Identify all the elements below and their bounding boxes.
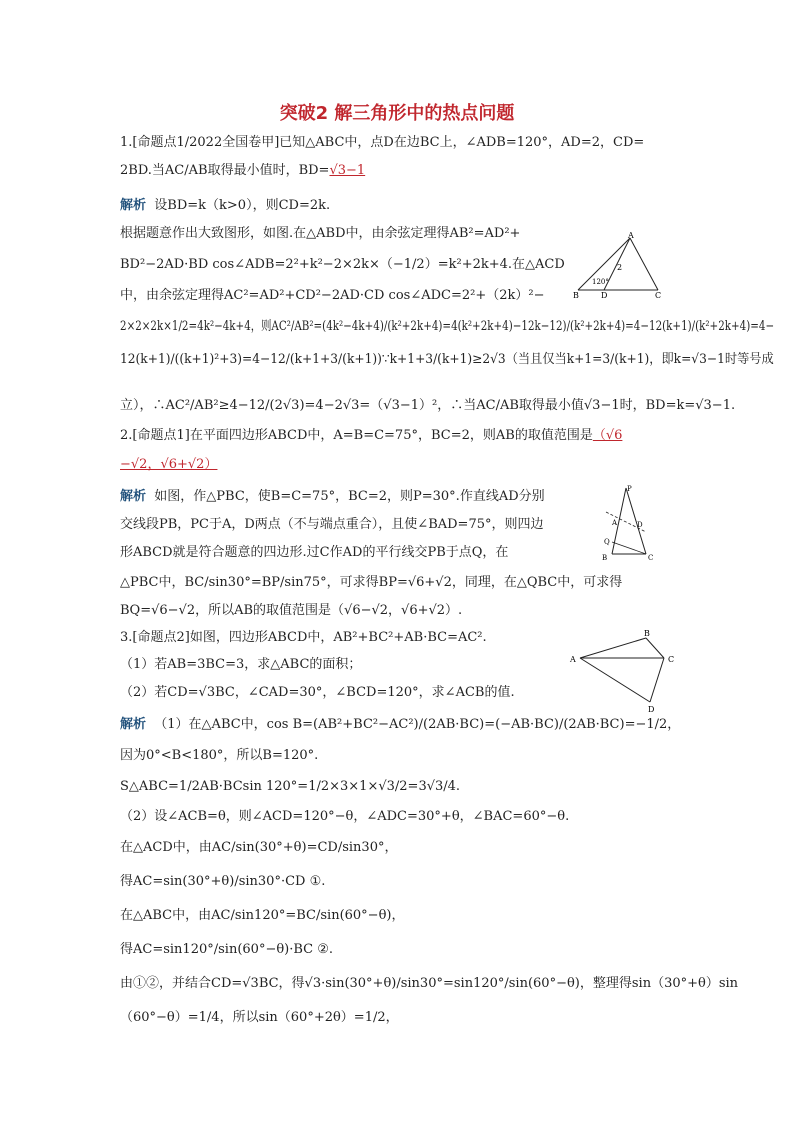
text-line xyxy=(120,808,569,825)
text-line xyxy=(120,975,738,992)
line-text: 2.[命题点1]在平面四边形ABCD中，A=B=C=75°，BC=2，则AB的取值范围是 xyxy=(120,428,593,443)
text-line xyxy=(120,907,404,924)
text-line xyxy=(120,397,735,414)
text-line xyxy=(120,287,545,304)
text-line xyxy=(120,629,487,646)
answer-blank: −√2，√6+√2） xyxy=(120,457,218,472)
text-line xyxy=(120,602,462,619)
figure-triangle-abd xyxy=(570,232,680,302)
line-text: S△ABC=1/2AB·BCsin 120°=1/2×3×1×√3/2=3√3/4. xyxy=(120,779,461,794)
fig2-label-b: B xyxy=(602,554,608,562)
text-line xyxy=(120,656,361,673)
line-text: 12(k+1)/((k+1)²+3)=4−12/(k+1+3/(k+1))∵k+1+3/(k+1)≥2√3（当且仅当k+1=3/(k+1)，即k=√3−1时等号成 xyxy=(120,352,774,367)
fig1-label-b: B xyxy=(573,291,579,300)
text-line xyxy=(120,574,622,591)
line-text: 中，由余弦定理得AC²=AD²+CD²−2AD·CD cos∠ADC=2²+（2k）²− xyxy=(120,288,545,303)
fig2-label-c: C xyxy=(648,554,654,562)
text-line xyxy=(120,544,508,561)
text-line xyxy=(120,318,774,335)
line-text: （2）若CD=√3BC，∠CAD=30°，∠BCD=120°，求∠ACB的值. xyxy=(120,685,515,700)
line-text: 如图，作△PBC，使B=C=75°，BC=2，则P=30°.作直线AD分别 xyxy=(154,489,545,504)
text-line xyxy=(120,941,333,958)
line-text: 设BD=k（k>0），则CD=2k. xyxy=(154,198,331,213)
solution-label: 解析 xyxy=(120,717,147,732)
answer-blank: √3−1 xyxy=(329,163,366,178)
line-text: 形ABCD就是符合题意的四边形.过C作AD的平行线交PB于点Q，在 xyxy=(120,545,509,560)
fig1-label-a: A xyxy=(628,232,634,240)
figure-quadrilateral-abcd-2 xyxy=(568,628,686,714)
fig3-label-d: D xyxy=(648,705,655,714)
line-text: △PBC中，BC/sin30°=BP/sin75°，可求得BP=√6+√2，同理，在△QBC中，可求得 xyxy=(120,575,623,590)
fig1-label-side: 2 xyxy=(617,263,623,272)
text-line xyxy=(120,778,460,795)
line-text: 2×2×2k×1/2=4k²−4k+4，则AC²/AB²=(4k²−4k+4)/(k²+2k+4)=4(k²+2k+4)−12k−12)/(k²+2k+4)=4−12(k+1)/(k²+2k+4)=4− xyxy=(120,319,775,334)
text-line xyxy=(120,716,680,733)
fig1-label-d: D xyxy=(601,291,608,300)
text-line xyxy=(120,873,325,890)
line-text: （60°−θ）=1/4，所以sin（60°+2θ）=1/2， xyxy=(120,1010,399,1025)
line-text: 在△ABC中，由AC/sin120°=BC/sin(60°−θ)， xyxy=(120,908,405,923)
text-line xyxy=(120,134,644,151)
text-line xyxy=(120,516,544,533)
text-line xyxy=(120,197,330,214)
page-title: 突破2 解三角形中的热点问题 xyxy=(279,103,515,124)
text-line xyxy=(120,225,520,242)
text-line xyxy=(120,1009,399,1026)
fig1-label-angle: 120° xyxy=(592,278,609,286)
line-text: 立），∴AC²/AB²≥4−12/(2√3)=4−2√3=（√3−1）²，∴当AC/AB取得最小值√3−1时，BD=k=√3−1. xyxy=(120,398,736,413)
text-line xyxy=(120,256,565,273)
solution-label: 解析 xyxy=(120,489,147,504)
text-line xyxy=(120,456,217,473)
answer-blank: （√6 xyxy=(592,428,623,443)
line-text: 2BD.当AC/AB取得最小值时，BD= xyxy=(120,163,330,178)
line-text: （1）若AB=3BC=3，求△ABC的面积； xyxy=(120,657,362,672)
line-text: 得AC=sin120°/sin(60°−θ)·BC ②. xyxy=(120,942,334,957)
solution-label: 解析 xyxy=(120,198,147,213)
text-line xyxy=(120,488,545,505)
line-text: 根据题意作出大致图形，如图.在△ABD中，由余弦定理得AB²=AD²+ xyxy=(120,226,521,241)
line-text: （2）设∠ACB=θ，则∠ACD=120°−θ，∠ADC=30°+θ，∠BAC=60°−θ. xyxy=(120,809,570,824)
text-line xyxy=(120,684,515,701)
text-line xyxy=(120,839,397,856)
line-text: 得AC=sin(30°+θ)/sin30°·CD ①. xyxy=(120,874,326,889)
fig2-label-q: Q xyxy=(604,538,610,546)
fig2-label-p: P xyxy=(627,485,632,493)
text-line xyxy=(120,747,318,764)
line-text: 交线段PB，PC于A，D两点（不与端点重合），且使∠BAD=75°，则四边 xyxy=(120,517,544,532)
text-line xyxy=(120,427,622,444)
fig3-label-c: C xyxy=(668,655,675,664)
line-text: BD²−2AD·BD cos∠ADB=2²+k²−2×2k×（−1/2）=k²+2k+4.在△ACD xyxy=(120,257,565,272)
fig1-label-c: C xyxy=(655,291,662,300)
fig3-label-a: A xyxy=(570,655,576,664)
line-text: 3.[命题点2]如图，四边形ABCD中，AB²+BC²+AB·BC=AC². xyxy=(120,630,487,645)
fig2-label-a: A xyxy=(612,519,618,527)
text-line xyxy=(120,351,774,368)
line-text: 1.[命题点1/2022全国卷甲]已知△ABC中，点D在边BC上，∠ADB=120°，AD=2，CD= xyxy=(120,135,645,150)
line-text: 在△ACD中，由AC/sin(30°+θ)=CD/sin30°， xyxy=(120,840,398,855)
line-text: 因为0°<B<180°，所以B=120°. xyxy=(120,748,319,763)
fig2-label-d: D xyxy=(637,521,643,529)
line-text: 由①②，并结合CD=√3BC，得√3·sin(30°+θ)/sin30°=sin120°/sin(60°−θ)，整理得sin（30°+θ）sin xyxy=(120,976,739,991)
text-line xyxy=(120,162,365,179)
fig3-label-b: B xyxy=(644,629,650,638)
line-text: （1）在△ABC中，cos B=(AB²+BC²−AC²)/(2AB·BC)=(−AB·BC)/(2AB·BC)=−1/2， xyxy=(154,717,681,732)
figure-quadrilateral-abcd xyxy=(596,482,664,564)
line-text: BQ=√6−√2，所以AB的取值范围是（√6−√2，√6+√2）. xyxy=(120,603,463,618)
